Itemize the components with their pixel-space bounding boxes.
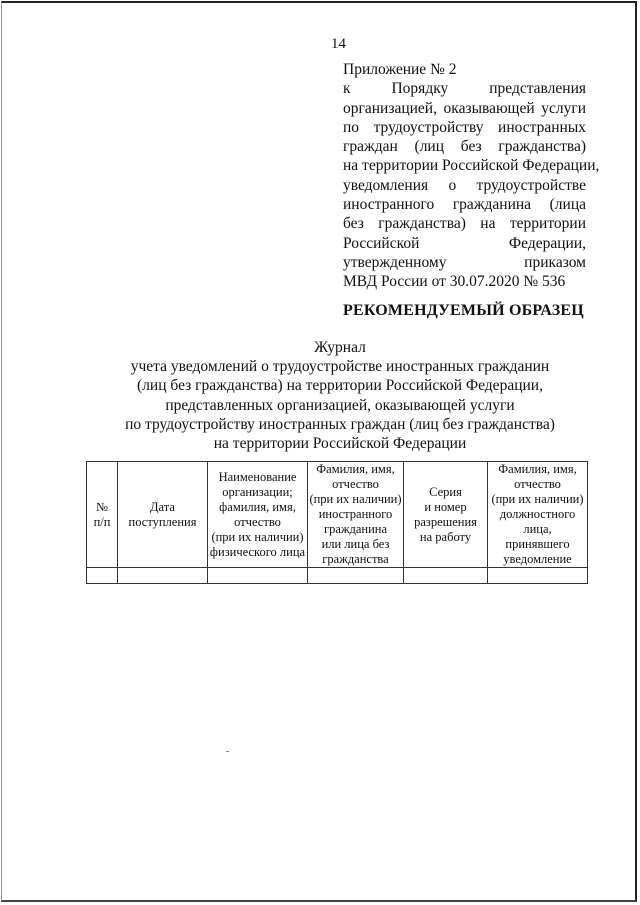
column-header-date: Дата поступления: [118, 462, 208, 568]
table-cell: [488, 568, 588, 584]
scan-artifact: [226, 751, 229, 752]
appendix-line: уведомления о трудоустройстве: [343, 176, 586, 194]
table-cell: [87, 568, 118, 584]
journal-subtitle-line: учета уведомлений о трудоустройстве иностранных гражданин: [130, 358, 550, 376]
appendix-line: к Порядку представления: [343, 80, 586, 98]
column-header-number: № п/п: [87, 462, 118, 568]
journal-subtitle-line: представленных организацией, оказывающей услуги: [165, 396, 515, 414]
column-header-permit: Серия и номер разрешения на работу: [404, 462, 488, 568]
table-row: [87, 568, 588, 584]
table-cell: [208, 568, 308, 584]
table-header-row: [87, 462, 588, 568]
journal-subtitle-line: (лиц без гражданства) на территории Российской Федерации,: [137, 377, 543, 395]
page-number: 14: [331, 36, 346, 52]
appendix-line: организацией, оказывающей услуги: [343, 99, 586, 117]
sample-label: РЕКОМЕНДУЕМЫЙ ОБРАЗЕЦ: [343, 302, 584, 319]
appendix-line: Российской Федерации,: [343, 234, 586, 252]
appendix-line: граждан (лиц без гражданства): [343, 138, 586, 156]
appendix-line: иностранного гражданина (лица: [343, 196, 586, 214]
journal-title-block: [80, 338, 600, 453]
table-cell: [404, 568, 488, 584]
journal-subtitle-line: на территории Российской Федерации: [213, 435, 467, 453]
appendix-header: [343, 60, 600, 292]
appendix-line: без гражданства) на территории: [343, 215, 586, 233]
journal-title: Журнал: [314, 339, 366, 356]
table-cell: [308, 568, 404, 584]
journal-subtitle-line: по трудоустройству иностранных граждан (лиц без гражданства): [125, 415, 555, 433]
appendix-line: по трудоустройству иностранных: [343, 118, 586, 136]
appendix-line: утвержденному приказом: [343, 253, 586, 271]
column-header-organization: Наименование организации; фамилия, имя, отчество (при их наличии) физического лица: [208, 462, 308, 568]
table-cell: [118, 568, 208, 584]
journal-table: [86, 461, 588, 584]
appendix-line: МВД России от 30.07.2020 № 536: [343, 273, 566, 291]
appendix-line: на территории Российской Федерации,: [343, 157, 600, 175]
column-header-foreign-citizen: Фамилия, имя, отчество (при их наличии) иностранного гражданина или лица без гражданства: [309, 462, 402, 566]
column-header-official: Фамилия, имя, отчество (при их наличии) должностного лица, принявшего уведомление: [488, 462, 588, 568]
appendix-line: Приложение № 2: [343, 61, 457, 78]
